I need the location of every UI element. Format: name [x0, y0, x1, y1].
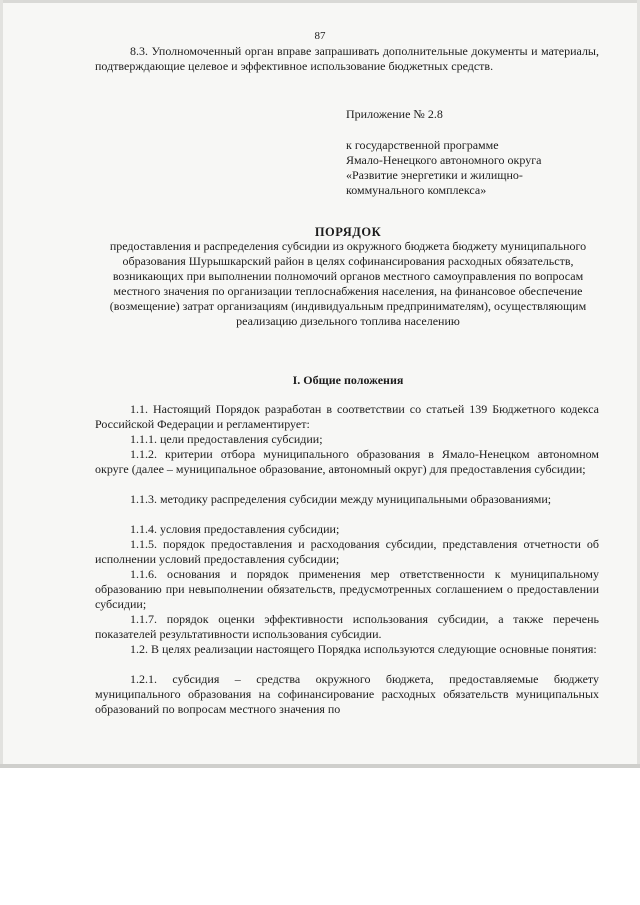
page-edge-top	[0, 0, 640, 3]
paragraph-1-1-2: 1.1.2. критерии отбора муниципального образования в Ямало-Ненецком автономном округе (далее – муниципальное образование, автономный округ) для предоставления субсидии;	[95, 447, 599, 476]
paragraph-1-2-1: 1.2.1. субсидия – средства окружного бюджета, предоставляемые бюджету муниципального образования на софинансирование расходных обязательств муниципальных образований по вопросам местного значения по	[95, 672, 599, 716]
appendix-line-4: коммунального комплекса»	[346, 183, 487, 197]
paragraph-1-1-1: 1.1.1. цели предоставления субсидии;	[130, 432, 323, 446]
document-subtitle: предоставления и распределения субсидии из окружного бюджета бюджету муниципального образования Шурышкарский район в целях софинансирования расходных обязательств, возникающих при выполнении полномочий органов местного самоуправления по вопросам местного значения по организации теплоснабжения населения, на финансовое обеспечение (возмещение) затрат организациям (индивидуальным предпринимателям), осуществляющим реализацию дизельного топлива населению	[109, 239, 587, 328]
paragraph-1-1: 1.1. Настоящий Порядок разработан в соответствии со статьей 139 Бюджетного кодекса Российской Федерации и регламентирует:	[95, 402, 599, 431]
appendix-line-3: «Развитие энергетики и жилищно-	[346, 168, 523, 182]
page-number: 87	[314, 30, 326, 42]
paragraph-1-1-3: 1.1.3. методику распределения субсидии между муниципальными образованиями;	[130, 492, 552, 506]
paragraph-1-1-6: 1.1.6. основания и порядок применения мер ответственности к муниципальному образованию при невыполнении обязательств, предусмотренных соглашением о предоставлении субсидии;	[95, 567, 599, 611]
appendix-label: Приложение № 2.8	[346, 107, 443, 121]
paragraph-1-1-4: 1.1.4. условия предоставления субсидии;	[130, 522, 340, 536]
appendix-line-1: к государственной программе	[346, 138, 499, 152]
clause-8-3: 8.3. Уполномоченный орган вправе запрашивать дополнительные документы и материалы, подтверждающие целевое и эффективное использование бюджетных средств.	[95, 44, 599, 73]
paragraph-1-1-7: 1.1.7. порядок оценки эффективности использования субсидии, а также перечень показателей результативности использования субсидии.	[95, 612, 599, 641]
section-heading: I. Общие положения	[292, 373, 404, 387]
paragraph-1-1-5: 1.1.5. порядок предоставления и расходования субсидии, представления отчетности об исполнении условий предоставления субсидии;	[95, 537, 599, 566]
document-title: ПОРЯДОК	[314, 225, 382, 239]
page-edge-left	[0, 0, 3, 768]
page-edge-bottom	[0, 764, 640, 768]
appendix-line-2: Ямало-Ненецкого автономного округа	[346, 153, 542, 167]
paragraph-1-2: 1.2. В целях реализации настоящего Порядка используются следующие основные понятия:	[130, 642, 597, 656]
